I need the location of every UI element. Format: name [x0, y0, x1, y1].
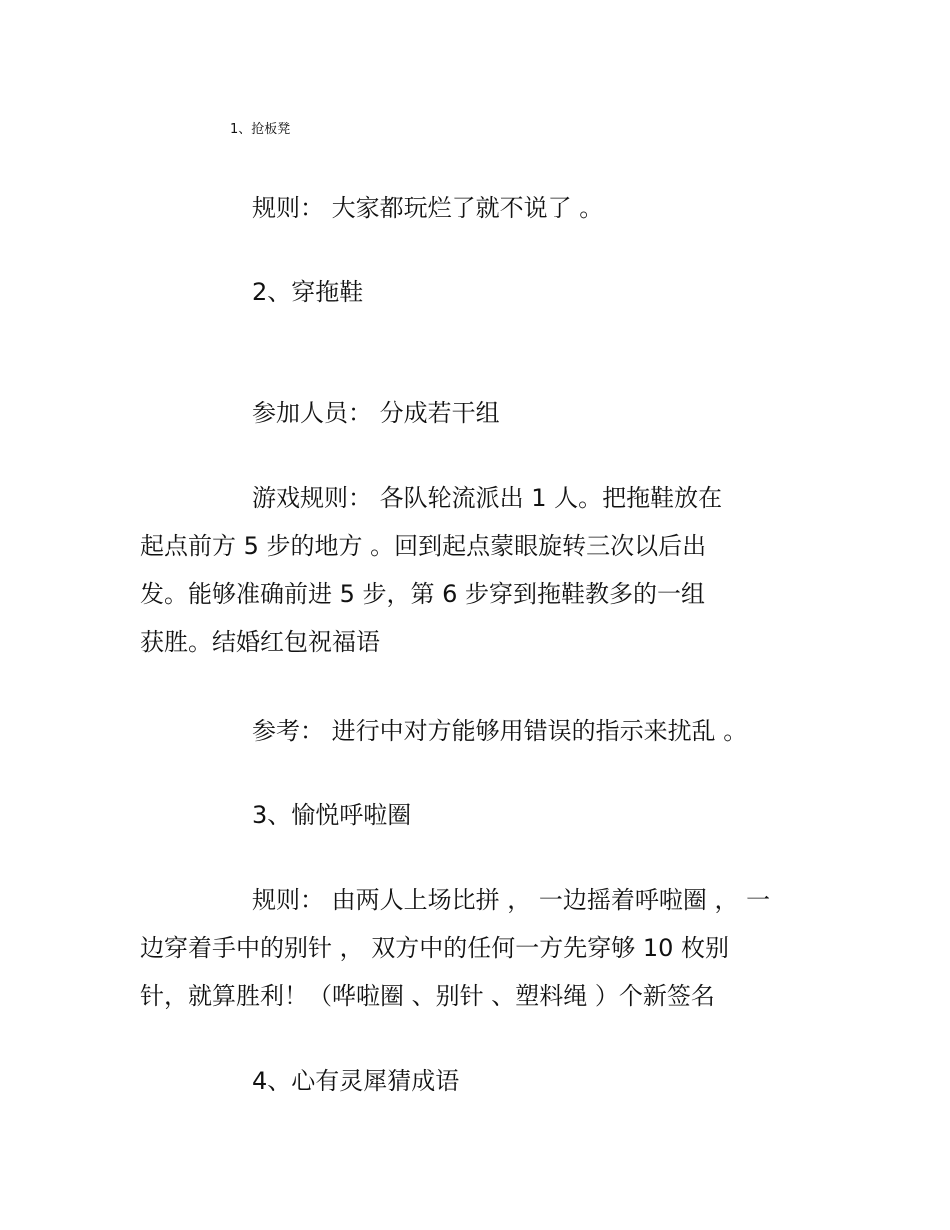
section-2-participants: 参加人员： 分成若干组 [252, 399, 500, 427]
section-3-rule-line-1: 规则： 由两人上场比拼 ， 一边摇着呼啦圈 ， 一 [252, 886, 771, 914]
section-1-heading: 1、抢板凳 [230, 122, 291, 137]
section-2-rule-line-1: 游戏规则： 各队轮流派出 1 人。把拖鞋放在 [252, 484, 723, 512]
section-3-rule-line-3: 针，就算胜利！（哗啦圈 、别针 、塑料绳 ）个新签名 [140, 982, 715, 1010]
section-4-heading: 4、心有灵犀猜成语 [252, 1067, 460, 1095]
section-2-rule-line-4: 获胜。结婚红包祝福语 [140, 628, 380, 656]
section-2-rule-line-2: 起点前方 5 步的地方 。回到起点蒙眼旋转三次以后出 [140, 532, 707, 560]
section-2-note: 参考： 进行中对方能够用错误的指示来扰乱 。 [252, 717, 748, 745]
section-1-rule: 规则： 大家都玩烂了就不说了 。 [252, 194, 604, 222]
section-2-rule-line-3: 发。能够准确前进 5 步，第 6 步穿到拖鞋教多的一组 [140, 580, 706, 608]
section-3-rule-line-2: 边穿着手中的别针 ， 双方中的任何一方先穿够 10 枚别 [140, 934, 730, 962]
section-3-heading: 3、愉悦呼啦圈 [252, 801, 412, 829]
section-2-heading: 2、穿拖鞋 [252, 278, 364, 306]
